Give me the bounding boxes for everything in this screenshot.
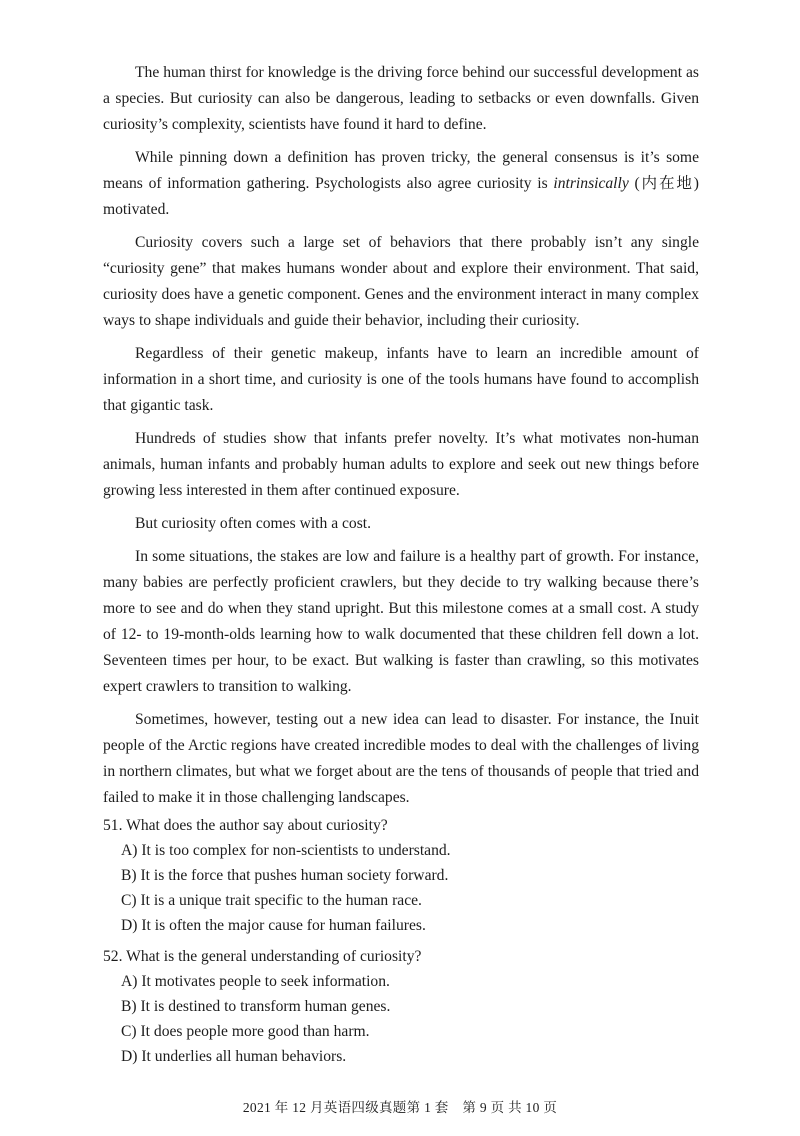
question-stem: 52. What is the general understanding of curiosity?: [103, 948, 422, 965]
option-b: B) It is the force that pushes human society forward.: [121, 867, 449, 884]
option-a: A) It is too complex for non-scientists to understand.: [121, 842, 451, 859]
paragraph-2-text: While pinning down a definition has proven tricky, the general consensus is it’s some means of information gathering. Psychologists also agree curiosity is: [103, 149, 699, 192]
paragraph-2-end: motivated.: [103, 201, 170, 218]
paragraph-5: Hundreds of studies show that infants prefer novelty. It’s what motivates non-human animals, human infants and probably human adults to explore and seek out new things before growing less interested in them after continued exposure.: [103, 430, 699, 499]
paragraph-4: Regardless of their genetic makeup, infants have to learn an incredible amount of information in a short time, and curiosity is one of the tools humans have found to accomplish that gigantic task.: [103, 345, 699, 414]
questions: [103, 813, 699, 1075]
option-d: D) It is often the major cause for human failures.: [121, 917, 426, 934]
question-52: [103, 944, 699, 1069]
paragraph-1: The human thirst for knowledge is the driving force behind our successful development as a species. But curiosity can also be dangerous, leading to setbacks or even downfalls. Given curiosity’s complexity, scientists have found it hard to define.: [103, 64, 699, 133]
paragraph-7: In some situations, the stakes are low and failure is a healthy part of growth. For instance, many babies are perfectly proficient crawlers, but they decide to try walking because there’s more to see and do when they stand upright. But this milestone comes at a small cost. A study of 12- to 19-month-olds learning how to walk documented that these children fell down a lot. Seventeen times per hour, to be exact. But walking is faster than crawling, so this motivates expert crawlers to transition to walking.: [103, 548, 699, 695]
option-c: C) It is a unique trait specific to the human race.: [121, 892, 422, 909]
question-51: [103, 813, 699, 938]
option-c: C) It does people more good than harm.: [121, 1023, 370, 1040]
paragraph-6: But curiosity often comes with a cost.: [135, 515, 372, 532]
page-footer: 2021 年 12 月英语四级真题第 1 套 第 9 页 共 10 页: [242, 1100, 558, 1115]
question-stem: 51. What does the author say about curiosity?: [103, 817, 388, 834]
chinese-gloss: (内在地): [628, 175, 699, 192]
option-a: A) It motivates people to seek information.: [121, 973, 390, 990]
paragraph-3: Curiosity covers such a large set of behaviors that there probably isn’t any single “curiosity gene” that makes humans wonder about and explore their environment. That said, curiosity does have a genetic component. Genes and the environment interact in many complex ways to shape individuals and guide their behavior, including their curiosity.: [103, 234, 699, 329]
italic-term: intrinsically: [553, 175, 629, 192]
option-d: D) It underlies all human behaviors.: [121, 1048, 347, 1065]
paragraph-8: Sometimes, however, testing out a new idea can lead to disaster. For instance, the Inuit people of the Arctic regions have created incredible modes to deal with the challenges of living in northern climates, but what we forget about are the tens of thousands of people that tried and failed to make it in those challenging landscapes.: [103, 711, 699, 806]
option-b: B) It is destined to transform human genes.: [121, 998, 391, 1015]
paragraph-2: [103, 145, 699, 223]
reading-passage: [103, 60, 699, 818]
